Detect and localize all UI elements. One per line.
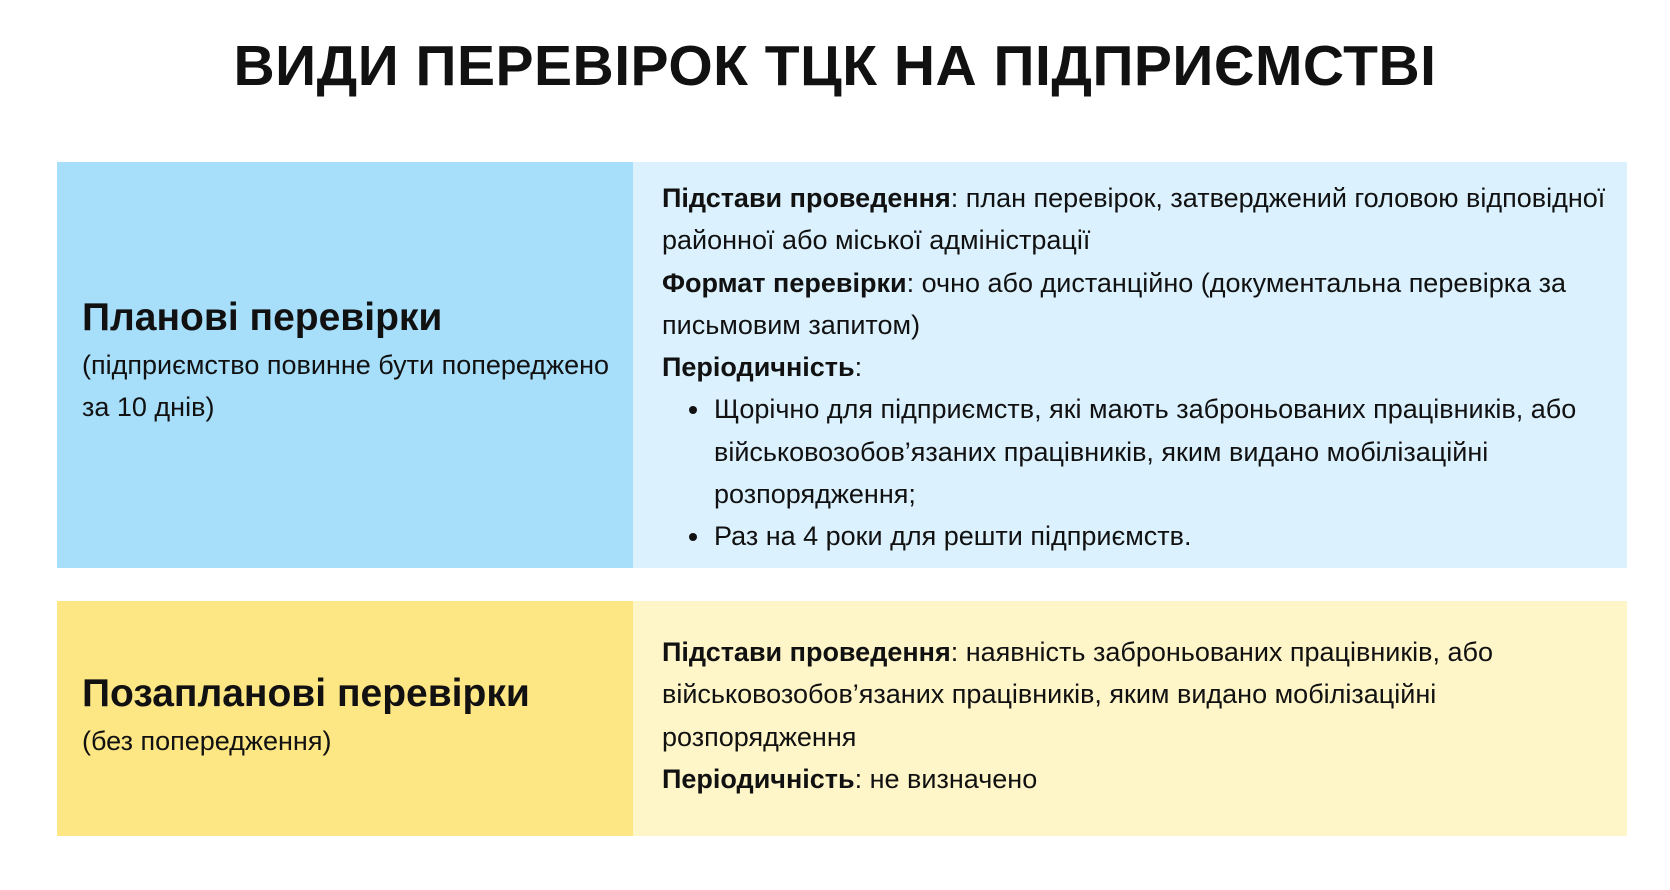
planned-checks-header — [57, 162, 633, 568]
unplanned-checks-subtitle: (без попередження) — [82, 725, 332, 756]
unplanned-basis-label: Підстави проведення — [662, 637, 951, 667]
unplanned-checks-block — [57, 601, 1627, 836]
planned-basis-label: Підстави проведення — [662, 183, 951, 213]
unplanned-checks-header — [57, 601, 633, 836]
planned-format-text: : очно або дистанційно (документальна перевірка за письмовим запитом) — [662, 267, 1567, 340]
planned-periodicity-text: : — [854, 352, 863, 383]
planned-checks-title: Планові перевірки — [82, 296, 443, 339]
planned-basis-row — [662, 177, 1617, 262]
unplanned-periodicity-row — [662, 758, 1617, 800]
unplanned-basis-row — [662, 631, 1617, 758]
unplanned-checks-title: Позапланові перевірки — [82, 671, 530, 715]
planned-checks-block — [57, 162, 1627, 568]
planned-checks-details — [633, 162, 1627, 568]
planned-periodicity-label: Періодичність — [662, 352, 855, 383]
planned-format-label: Формат перевірки — [662, 267, 907, 298]
list-item: Раз на 4 роки для решти підприємств. — [714, 515, 1617, 557]
unplanned-checks-details — [633, 601, 1627, 836]
planned-periodicity-row — [662, 346, 1617, 388]
planned-checks-subtitle: (підприємство повинне бути попереджено за 10 днів) — [82, 350, 610, 422]
unplanned-periodicity-text: : не визначено — [854, 763, 1038, 794]
planned-periodicity-list — [662, 388, 1617, 557]
unplanned-basis-text: : наявність заброньованих працівників, або військовозобов’язаних працівників, яким видано мобілізаційні розпорядження — [662, 637, 1494, 752]
planned-format-row — [662, 262, 1617, 347]
page-title: ВИДИ ПЕРЕВІРОК ТЦК НА ПІДПРИЄМСТВІ — [233, 34, 1437, 98]
unplanned-periodicity-label: Періодичність — [662, 763, 855, 794]
planned-basis-text: : план перевірок, затверджений головою відповідної районної або міської адміністрації — [662, 183, 1606, 256]
list-item: Щорічно для підприємств, які мають заброньованих працівників, або військовозобов’язаних працівників, яким видано мобілізаційні розпорядження; — [714, 388, 1617, 515]
